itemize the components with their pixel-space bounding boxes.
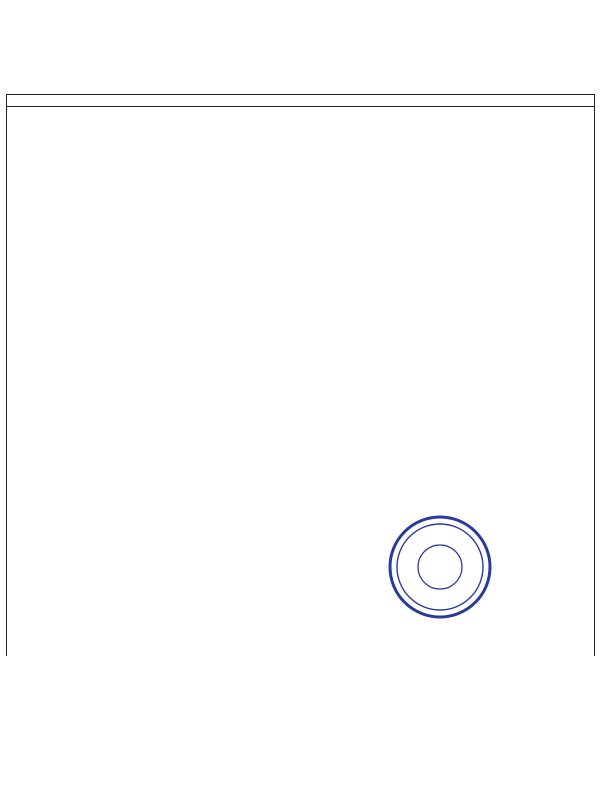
barcode xyxy=(232,48,354,78)
header-bottom-rule xyxy=(6,106,594,107)
trust-seal-stamp xyxy=(385,510,495,620)
table-top-rule xyxy=(6,94,594,95)
table-left-rule xyxy=(6,94,7,656)
table-right-rule xyxy=(594,94,595,656)
